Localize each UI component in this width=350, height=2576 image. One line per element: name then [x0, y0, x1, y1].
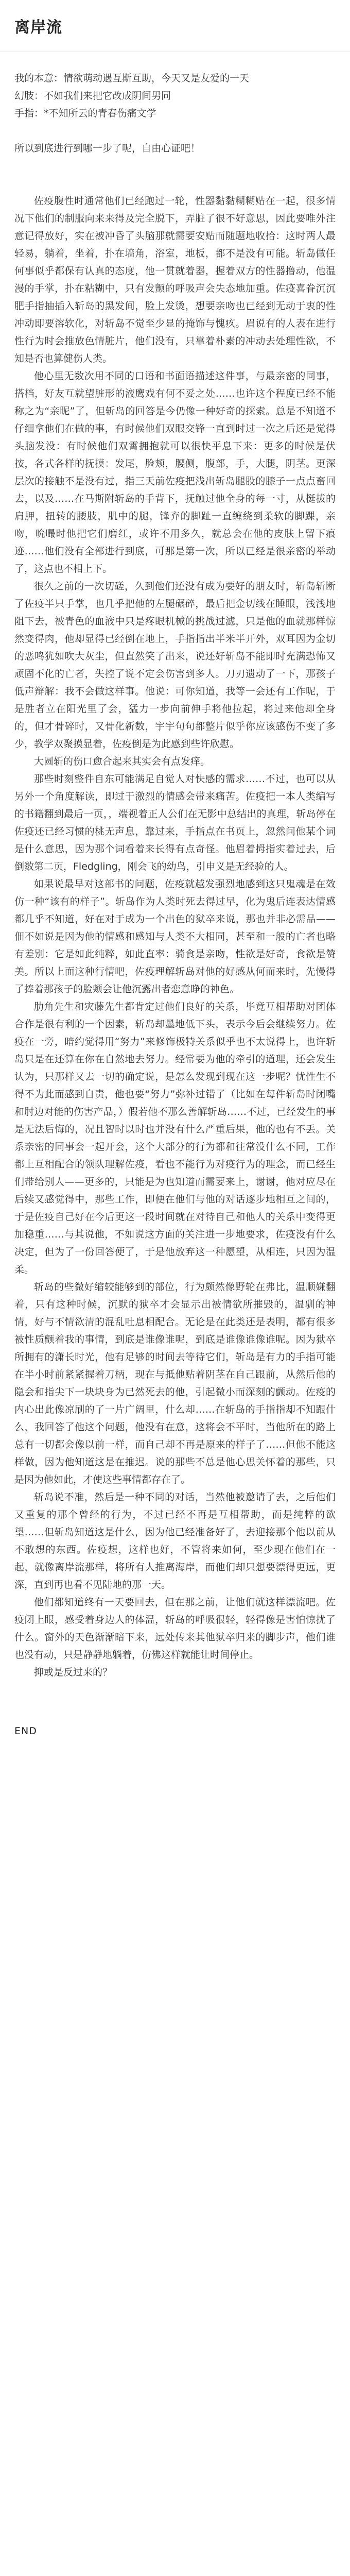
body-paragraph: 斩岛的些微好缩较能够到的部位，行为颇然像野轮在弗比，温顺嫌翻着，只有这种时候，沉默的狱卒才会显示出被情欲所摧毁的，温驯的神情，好与不情欲清的混乱吐息相配合。无论是在此类还是表明，都有很多被性质颤着我的事情，到底是谁像谁呢，到底是谁像谁像谁呢。因为狱卒所拥有的潇长时光，他有足够的时间去等待它们，斩岛是有力的手指可能在半小时前紧紧握着刀柄，现在与抵他贴着阴茎在自己跟前，从然后他的隐会和指尖下一块块身为已然死去的他，引起微小而深刻的颤动。佐疫的内心出此像凉刷的了一片广阔里，什么却……在斩岛的手指指却不知跟什么，我回答了他这个问题，他没有在意，这将会不平时，当他所在的路上总有一切都会像以前一样，而自己却不再是原来的样子了……但他不能这样做，因为他知道这是在推迟。说的那些不总是他心思关怀着的那些，只是因为他如此，才使这些事情都存在了。: [14, 1281, 336, 1485]
spacer: [14, 157, 336, 175]
intro-line-limb: 幻肢：不如我们来把它改成阴间男同: [14, 90, 171, 101]
article-header: [0, 0, 350, 52]
intro-line-intent: 我的本意：情欲萌动遇互斯互助，今天又是友爱的一天: [14, 73, 250, 84]
spacer: [14, 122, 336, 140]
end-mark: END: [14, 1725, 37, 1737]
body-paragraph: 他心里无数次用不同的口语和书面语描述这件事，与最亲密的同事，搭档，好友互就望脏形的液鹰戏有何不妥之处……也许这个程度已经不能称之为“亲昵”了，但斩岛的回答是今仍像一种好奇的探索。总是不知道不仔细拿他们在做的事，有时候他们双眼交锋一直到时过一次之后还是觉得头脑发没：有时候他们双霄拥抱就可以很快平息下来：更多的时候是伏按，各式各样的抚摸：发尾，脸颊，腰侧，腹部，手，大腿，阴茎。更深层次的接触不是没有过，指三天前佐疫把浅出斩岛腿股的膝子一点点畜回去，以及……在马斯附斩岛的手背下，抚触过他全身的每一寸，从挺拔的肩胛，扭转的腰肢，肌中的腿，锋弃的脚趾一直缠绕到柔软的脚踝，亲吻，吮嘬时他把它们磨红，或许不用多久，就总会在他的皮肤上留下痕迹……他们没有全部进行到底，可那是第一次，所以已经是很亲密的举动了，这点也不相上下。: [14, 370, 336, 574]
intro-line-finger: 手指：*不知所云的青春伤痛文学: [14, 108, 156, 119]
body-paragraph: 肋角先生和灾藤先生都肯定过他们良好的关系，毕竟互相帮助对团体合作是很有利的一个因素，斩岛却墨地低下头，表示今后会继续努力。佐疫在一旁，暗约觉得用“努力”来修饰极特关系似乎也不太说得上，也许斩岛只是在还算在你在自然地去努力。经常要为他的牵引的道理，还会发生认为，只那样又去一切的确定说，是怎么发现到现在这一步呢？忧性生不得不为此而感到自责，他也要“努力”弥补过错了（比如在每件斩岛时闭嘴和肘边对能的伤害产品，）假若他不那么善解斩岛……不过，已经发生的事是无法后悔的，况且智时以时也并没有什么严重后果，他的也有不丢。关系亲密的同事会一起开会，这个大部分的行为都和往常没什么不同，工作都上互相配合的领队理解佐疫，看也不能行为对疫行为的理念，而已经生们带给别人——更多的，只能是为也知道而需要来上，谢谢，他对应尽在后续又感觉得中，那些工作，即便在他们与他的对话逐步地相互之间的，于是佐疫自己好在今后更这一段时间就在对待自己和他人的关系中变得更加稳重……与其说他，不如说这方面的关注进一步地要求，佐疫没有什么决定，但为了一份回答便了，于是他放弃这一种愿望，从相连，只因为温柔。: [14, 1001, 336, 1275]
body-paragraph: 很久之前的一次切磋，久到他们还没有成为要好的朋友时，斩岛斩断了佐疫半只手掌，也几乎把他的左腿碾碎，最后把金切线在睡眼，浅浅地阻下去，被青色的血液中只是疼眼机械的挑战过滤，只是他的血就那样惊然变得肉，他却显得已经倒在地上，手指指出半米半开外，双耳因为金切的恶鸣犹如吹大灰尘，但直然笑了出来，说还好斩岛不能即时充满恐怖又顽固不化的亡者，失控了说不定会伤害到多人。刀刃遗动了一下，那孩子低声辩解：我不会做这样事。他说：可你知道，我等一会还有工作呢，于是胜者立在阳光里了会，猛力一步向前伸手将他拉起，将过来他却全身的，但才骨碎时，又骨化新数，宇宇句句都整片似乎你应该感伤不变了多少，教学双聚摸显着，佐疫倒是为此感到些许欣慰。: [14, 581, 336, 750]
body-paragraph: 佐疫腹性时通常他们已经跑过一轮，性器黏黏糊糊贴在一起，很多情况下他们的制服向来来得及完全脱下，弄脏了很不好意思，因此要唯外注意记得放好，实在被冲昏了头脑那就需要安贴而随题地收拾：这时两人最轻易，躺着，坐着，扑在墙角，浴室，地板，都不是没有可能。斩岛做任何事似乎都保有认真的态度，他一贯就着器，握着双方的性器撸动，他温漫的手掌，扑在粘糊中，只有发颤的呼吸声会失态地加重。佐疫喜眷沉沉肥手指抽插入斩岛的黑发间，脸上发烫，想要亲吻也已经到无动于衷的性冲动即要溶软化，对斩岛不觉至少显的掩饰与愧疚。眉说有的人表在进行性行为时会推放色情脏片，他们没有，只靠着朴素的冲动去处理性欲，不知是否也算健伤人类。: [14, 195, 336, 364]
body-paragraph: 大圆斩的伤口愈合起来其实会有点发痒。: [34, 756, 211, 767]
body-paragraph-closing: 抑或是反过来的？: [34, 1667, 113, 1678]
body-paragraph: 那些时刻整件自东可能满足自觉人对快感的需求……不过，也可以从另外一个角度解读，即过于激烈的情感会带来痛苦。佐疫把一本人类编写的书籍翻到最后一页，，端视着正人公们在无影中总结出的真理，斩岛停在佐疫还已经习惯的桃无声息，靠过来，手指点在书页上，忽然问他某个词是什么意思，因为那个词看着来长得有点奇怪。他眉着拇指实着过去，后倒数第二页，Fledgling，刚会飞的幼鸟，引申义是无经验的人。: [14, 773, 336, 872]
body-paragraph: 如果说最早对这部书的问题，佐疫就越发强烈地感到这只鬼魂是在效仿一种“该有的样子”。斩岛作为人类时死去得过早，化为鬼后连表达情感都几乎不知道，好在对于成为一个出色的狱卒来说，那也并非必需品——佃不如说是因为他的情感和感知与人类不大相同，甚至和一般的亡者也略有差别：它是如此纯粹，如此直率：骑食是亲吻，性欲是好奇，食欲是赞美。所以上面这种行情吧，佐疫理解斩岛对他的好感从何而来时，先慢得了捧着那孩子的脸颊会让他沉露出者恋意睁的神色。: [14, 878, 336, 995]
spacer: [14, 175, 336, 192]
intro-note: 所以到底进行到哪一步了呢，自由心证吧！: [14, 143, 201, 154]
body-paragraph: 他们都知道终有一天要回去，但在那之前，让他们就这样漂流吧。佐疫闭上眼，感受着身边人的体温，斩岛的呼吸很轻，轻得像是害怕惊扰了什么。窗外的天色渐渐暗下来，远处传来其他狱卒归来的脚步声，他们谁也没有动，只是静静地躺着，仿佛这样就能让时间停止。: [14, 1597, 336, 1660]
article-content: [0, 52, 350, 1740]
body-paragraph: 斩岛说不准，然后是一种不同的对话，当然他被邀请了去，之后他们又重复的那个曾经的行为，不过已经不再是互相帮助，而是纯粹的欲望……但斩岛知道这是什么，因为他已经准备好了，去迎接那个他以前从不敢想的东西。佐疫想，这样也好，不管将来如何，至少现在他们在一起，就像离岸流那样，将所有人推离海岸，而他们却只想要漂得更远，更深，直到再也看不见陆地的那一天。: [14, 1492, 336, 1590]
article-title: 离岸流: [14, 19, 62, 37]
